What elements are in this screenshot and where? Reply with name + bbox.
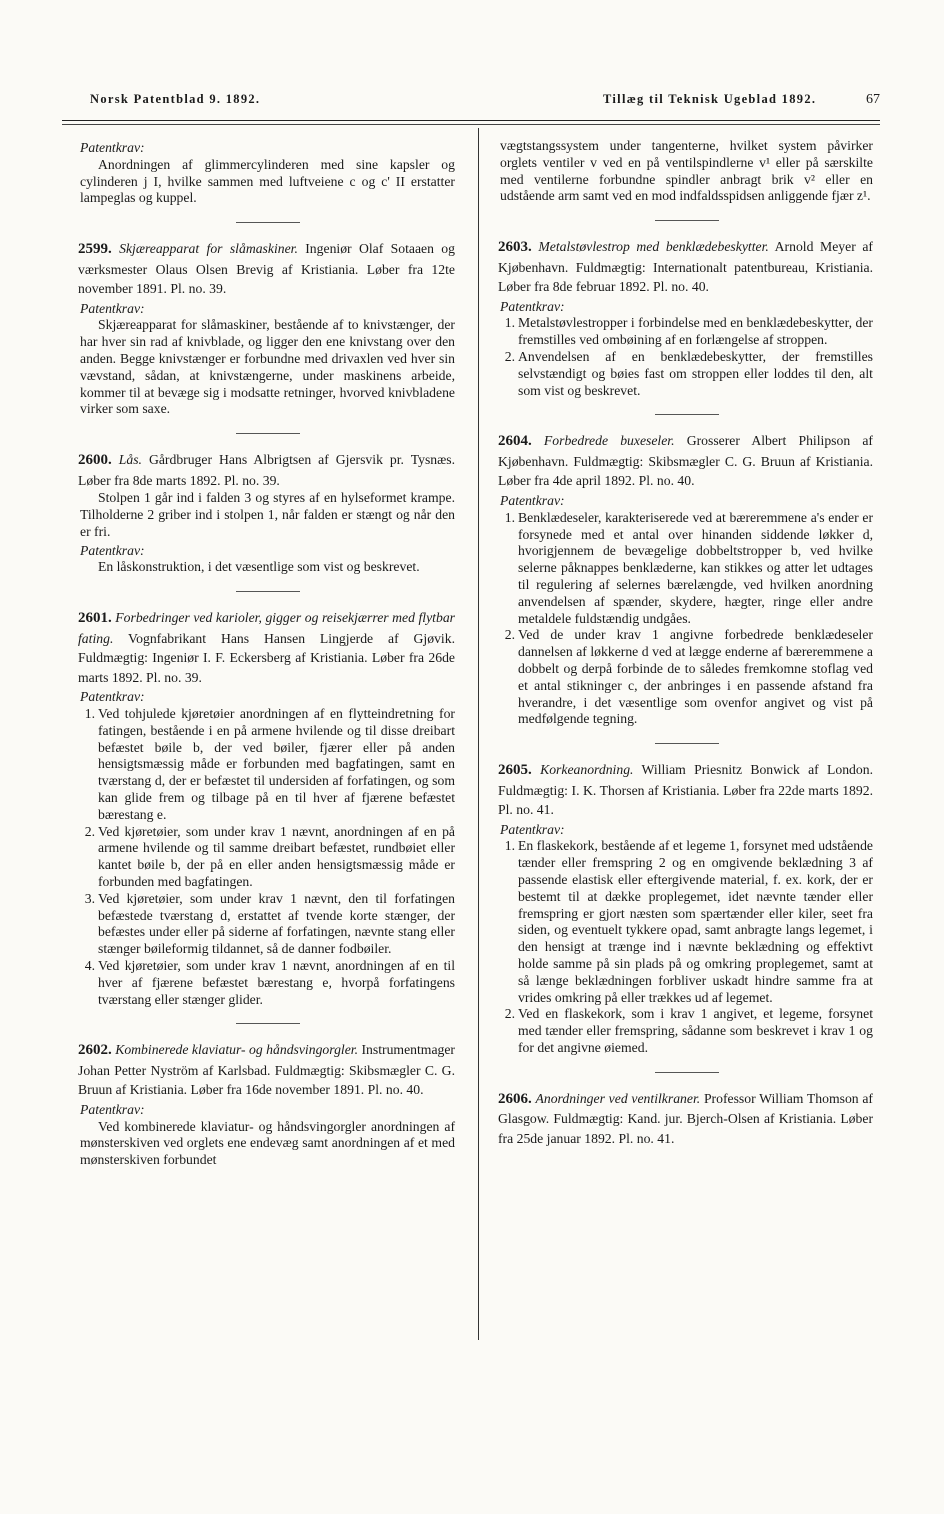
patent-claims-label: Patentkrav: bbox=[80, 300, 145, 316]
claim-item bbox=[504, 315, 873, 349]
claim-item bbox=[84, 706, 455, 824]
entry-details: William Priesnitz Bonwick af London. Fuldmægtig: I. K. Thorsen af Kristiania. Løber fra 22de marts 1892. Pl. no. 41. bbox=[498, 762, 874, 818]
claim-text: Anvendelsen af en benklædebeskytter, der fremstilles selvstændigt og bøies fast om stroppen eller loddes til den, alt som vist og beskrevet. bbox=[518, 349, 873, 398]
entry-details: Vognfabrikant Hans Hansen Lingjerde af Gjøvik. Fuldmægtig: Ingeniør I. F. Eckersberg af Kristiania. Løber fra 26de marts 1892. Pl. no. 39. bbox=[78, 630, 455, 685]
claim-text: Ved de under krav 1 angivne forbedrede benklædeseler dannelsen af løkkerne d ved at lægge enderne af bæreremmene a dobbelt og derpå forbinde de to således fremkomne stoflag ved et antal stikninger c, der anbringes i en passende afstand fra hverandre, i det væsentlige som ovenfor angivet og vist på medfølgende tegning. bbox=[518, 627, 873, 727]
entry-title: Kombinerede klaviatur- og håndsvingorgler. bbox=[115, 1042, 359, 1058]
page-number: 67 bbox=[866, 92, 880, 107]
entry-heading bbox=[78, 450, 455, 490]
entry-separator bbox=[655, 220, 719, 221]
entry-number: 2602. bbox=[78, 1042, 112, 1059]
entry-heading bbox=[78, 239, 455, 299]
claims-list bbox=[80, 706, 455, 1008]
claim-item bbox=[504, 838, 873, 1006]
claim-item bbox=[84, 958, 455, 1008]
claim-text: Ved kjøretøier, som under krav 1 nævnt, den til forfatingen befæstede tværstang d, erstattet af tvende korte stænger, der befæstes under eller på siderne af forfatingen, nævnte stang eller stænger bøileformig tildannet, så de danner fodbøiler. bbox=[98, 890, 455, 957]
patent-claim-text: En låskonstruktion, i det væsentlige som vist og beskrevet. bbox=[98, 559, 420, 575]
patent-entry-2600 bbox=[80, 450, 455, 576]
claim-item bbox=[504, 627, 873, 728]
patent-entry-2604 bbox=[500, 431, 873, 728]
claim-number: 1. bbox=[504, 315, 515, 331]
claim-number: 3. bbox=[84, 890, 95, 906]
patent-entry-2606 bbox=[500, 1089, 873, 1149]
continued-claim-text: vægtstangssystem under tangenterne, hvilket system påvirker orglets ventiler v ved en på ventilspindlerne v¹ eller på særskilte med ventilerne forbundne spindler anbragt brik v² eller en udstående arm samt ved en mod indfaldsspidsen anliggende fjær z¹. bbox=[500, 138, 873, 204]
claim-text: Ved kjøretøier, som under krav 1 nævnt, anordningen af en til hver af fjærene befæstet bærestang e, hvorpå forfatingens tværstang eller stænger glider. bbox=[98, 958, 455, 1007]
claim-text: Ved en flaskekork, som i krav 1 angivet, et legeme, forsynet med tænder eller fremspring, sådanne som beskrevet i krav 1 og for det angivne øiemed. bbox=[518, 1006, 873, 1055]
claim-text: Ved kjøretøier, som under krav 1 nævnt, anordningen af en på armene hvilende og til samme dreibart befæstet, rundbøiet eller kantet bøile b, der på en eller anden hensigtsmæssig måde er forbunden med bagfatingen. bbox=[98, 823, 455, 890]
entry-title: Lås. bbox=[118, 452, 142, 468]
patent-claims-label: Patentkrav: bbox=[500, 492, 565, 508]
entry-heading bbox=[498, 760, 873, 820]
claim-item bbox=[84, 890, 455, 958]
claim-text: Benklædeseler, karakteriserede ved at bæreremmene a's ender er forsynede med et antal over hinanden siddende løkker d, hvorigjennem de bevægelige dobbeltstropper b, ved hvilke selerne påknappes benklæderne, kan stikkes og atter let udtages til regulering af selernes bærelængde, ved hvilken anordning anvendelsen af spænder, skydere, hægter, ringe eller andre metaldele fuldstændig undgåes. bbox=[518, 509, 873, 626]
column-divider bbox=[478, 128, 479, 1340]
entry-heading bbox=[498, 431, 873, 491]
entry-number: 2604. bbox=[498, 433, 532, 450]
page-header bbox=[62, 92, 880, 110]
entry-heading bbox=[498, 1089, 873, 1149]
claim-number: 2. bbox=[504, 1006, 515, 1022]
entry-details: Gårdbruger Hans Albrigtsen af Gjersvik pr. Tysnæs. Løber fra 8de marts 1892. Pl. no. 39. bbox=[78, 452, 456, 488]
entry-heading bbox=[78, 1040, 455, 1100]
entry-separator bbox=[236, 1023, 300, 1024]
claim-text: Metalstøvlestropper i forbindelse med en benklædebeskytter, der fremstilles ved ombøining af en forlængelse af stroppen. bbox=[518, 315, 873, 348]
patent-claim-text: Skjæreapparat for slåmaskiner, bestående af to knivstænger, der har hver sin rad af knivblade, og ligger den ene knivstang over den anden. Begge knivstænger er forbundne med drivaxlen ved hver sin vævstand, sådan, at knivstængerne, under maskinens arbeide, kommer til at bevæge sig i modsatte retninger, hvorved knivbladene virker som saxe. bbox=[80, 317, 455, 417]
entry-details: Arnold Meyer af Kjøbenhavn. Fuldmægtig: Internationalt patentbureau, Kristiania. Løber fra 8de februar 1892. Pl. no. 40. bbox=[498, 239, 873, 295]
claims-list bbox=[500, 510, 873, 728]
header-left: Norsk Patentblad 9. 1892. bbox=[90, 92, 261, 106]
header-rule-thin bbox=[62, 124, 880, 125]
entry-number: 2600. bbox=[78, 452, 112, 469]
entry-details: Ingeniør Olaf Sotaaen og værksmester Olaus Olsen Brevig af Kristiania. Løber fra 12te november 1891. Pl. no. 39. bbox=[78, 241, 455, 297]
entry-title: Metalstøvlestrop med benklædebeskytter. bbox=[538, 239, 769, 255]
right-column bbox=[500, 138, 873, 1148]
patent-entry-2599 bbox=[80, 239, 455, 418]
entry-separator bbox=[655, 1072, 719, 1073]
entry-separator bbox=[236, 222, 300, 223]
entry-title: Korkeanordning. bbox=[540, 762, 634, 778]
claim-number: 2. bbox=[84, 823, 95, 839]
patent-entry-2601 bbox=[80, 608, 455, 1008]
patent-claim-text: Anordningen af glimmercylinderen med sine kapsler og cylinderen j I, hvilke sammen med luftveiene c og c' II erstatter lampeglas og kuppel. bbox=[80, 156, 455, 206]
claim-item bbox=[504, 1006, 873, 1056]
entry-number: 2606. bbox=[498, 1090, 532, 1107]
entry-heading bbox=[498, 237, 873, 297]
header-rule bbox=[62, 120, 880, 121]
patent-entry-2605 bbox=[500, 760, 873, 1057]
entry-number: 2599. bbox=[78, 241, 112, 258]
entry-description: Stolpen 1 går ind i falden 3 og styres af en hylseformet krampe. Tilholderne 2 griber ind i stolpen 1, når falden er stængt og når den er fri. bbox=[80, 490, 455, 539]
patent-entry-2603 bbox=[500, 237, 873, 399]
claim-number: 1. bbox=[504, 838, 515, 854]
claim-number: 1. bbox=[504, 509, 515, 525]
patent-claims-label: Patentkrav: bbox=[80, 689, 145, 705]
claim-number: 1. bbox=[84, 706, 95, 722]
claim-number: 2. bbox=[504, 349, 515, 365]
claim-item bbox=[84, 823, 455, 891]
patent-entry-2602 bbox=[80, 1040, 455, 1169]
patent-claims-label: Patentkrav: bbox=[80, 1101, 145, 1117]
claim-item bbox=[504, 349, 873, 399]
entry-separator bbox=[655, 414, 719, 415]
claim-number: 4. bbox=[84, 958, 95, 973]
patent-claims-label: Patentkrav: bbox=[80, 140, 145, 155]
claim-text: Ved tohjulede kjøretøier anordningen af en flytteindretning for fatingen, bestående i en på armene hvilende og til disse dreibart befæstet bøile b, der ved bøiler, fjærer eller på anden hensigtsmæssig måde er forbunden med bagfatingen, samt en tværstang d, der er befæstet til undersiden af forfatingen, og som kan glide frem og tilbage på en til hver af fjærene befæstet bærestang e. bbox=[98, 706, 455, 822]
entry-separator bbox=[655, 743, 719, 744]
entry-number: 2601. bbox=[78, 610, 112, 627]
entry-title: Anordninger ved ventilkraner. bbox=[535, 1090, 701, 1106]
patent-claim-text: Ved kombinerede klaviatur- og håndsvingorgler anordningen af mønsterskiven ved orglets ene endevæg samt anordningen af et med mønsterskiven forbundet bbox=[80, 1118, 455, 1168]
patent-claims-label: Patentkrav: bbox=[80, 542, 145, 558]
entry-details: Grosserer Albert Philipson af Kjøbenhavn. Fuldmægtig: Skibsmægler C. G. Bruun af Kristiania. Løber fra 4de april 1892. Pl. no. 40. bbox=[498, 433, 873, 489]
patent-claims-label: Patentkrav: bbox=[500, 298, 565, 314]
left-column bbox=[80, 138, 455, 1169]
header-right: Tillæg til Teknisk Ugeblad 1892. bbox=[603, 92, 817, 106]
claim-item bbox=[504, 509, 873, 628]
entry-heading bbox=[78, 608, 455, 687]
entry-title: Forbedringer ved karioler, gigger og reisekjærrer med flytbar fating. bbox=[78, 610, 455, 646]
entry-title: Forbedrede buxeseler. bbox=[543, 433, 675, 449]
patent-claims-label: Patentkrav: bbox=[500, 821, 565, 837]
entry-number: 2603. bbox=[498, 239, 532, 256]
claim-text: En flaskekork, bestående af et legeme 1, forsynet med udstående tænder eller fremspring 2 og en omgivende beklædning 3 af passende elastisk eller eftergivende material, f. ex. kork, der er bestemt til at dække proplegemet, idet nævnte tænder eller fremspring er gjort næsten som spærtænder eller kiler, seet fra siden, og eventuelt tykkere opad, samt anbragte langs legemet, i den hensigt at trænge ind i nævnte beklædning og effektivt holde samme på sin plads på og omkring proplegemet, samt at så længe beklædningen forbliver uskadt hindre samme fra at vrides omkring på eller trækkes ud af legemet. bbox=[518, 838, 873, 1005]
claims-list bbox=[500, 315, 873, 399]
entry-details: Instrumentmager Johan Petter Nyström af Karlsbad. Fuldmægtig: Skibsmægler C. G. Bruun af Kristiania. Løber fra 16de november 1891. Pl. no. 40. bbox=[78, 1042, 455, 1098]
entry-number: 2605. bbox=[498, 762, 532, 779]
entry-details: Professor William Thomson af Glasgow. Fuldmægtig: Kand. jur. Bjerch-Olsen af Kristiania. Løber fra 25de januar 1892. Pl. no. 41. bbox=[498, 1090, 873, 1146]
claims-list bbox=[500, 838, 873, 1056]
entry-title: Skjæreapparat for slåmaskiner. bbox=[119, 241, 298, 257]
claim-number: 2. bbox=[504, 627, 515, 643]
entry-separator bbox=[236, 591, 300, 592]
entry-separator bbox=[236, 433, 300, 434]
